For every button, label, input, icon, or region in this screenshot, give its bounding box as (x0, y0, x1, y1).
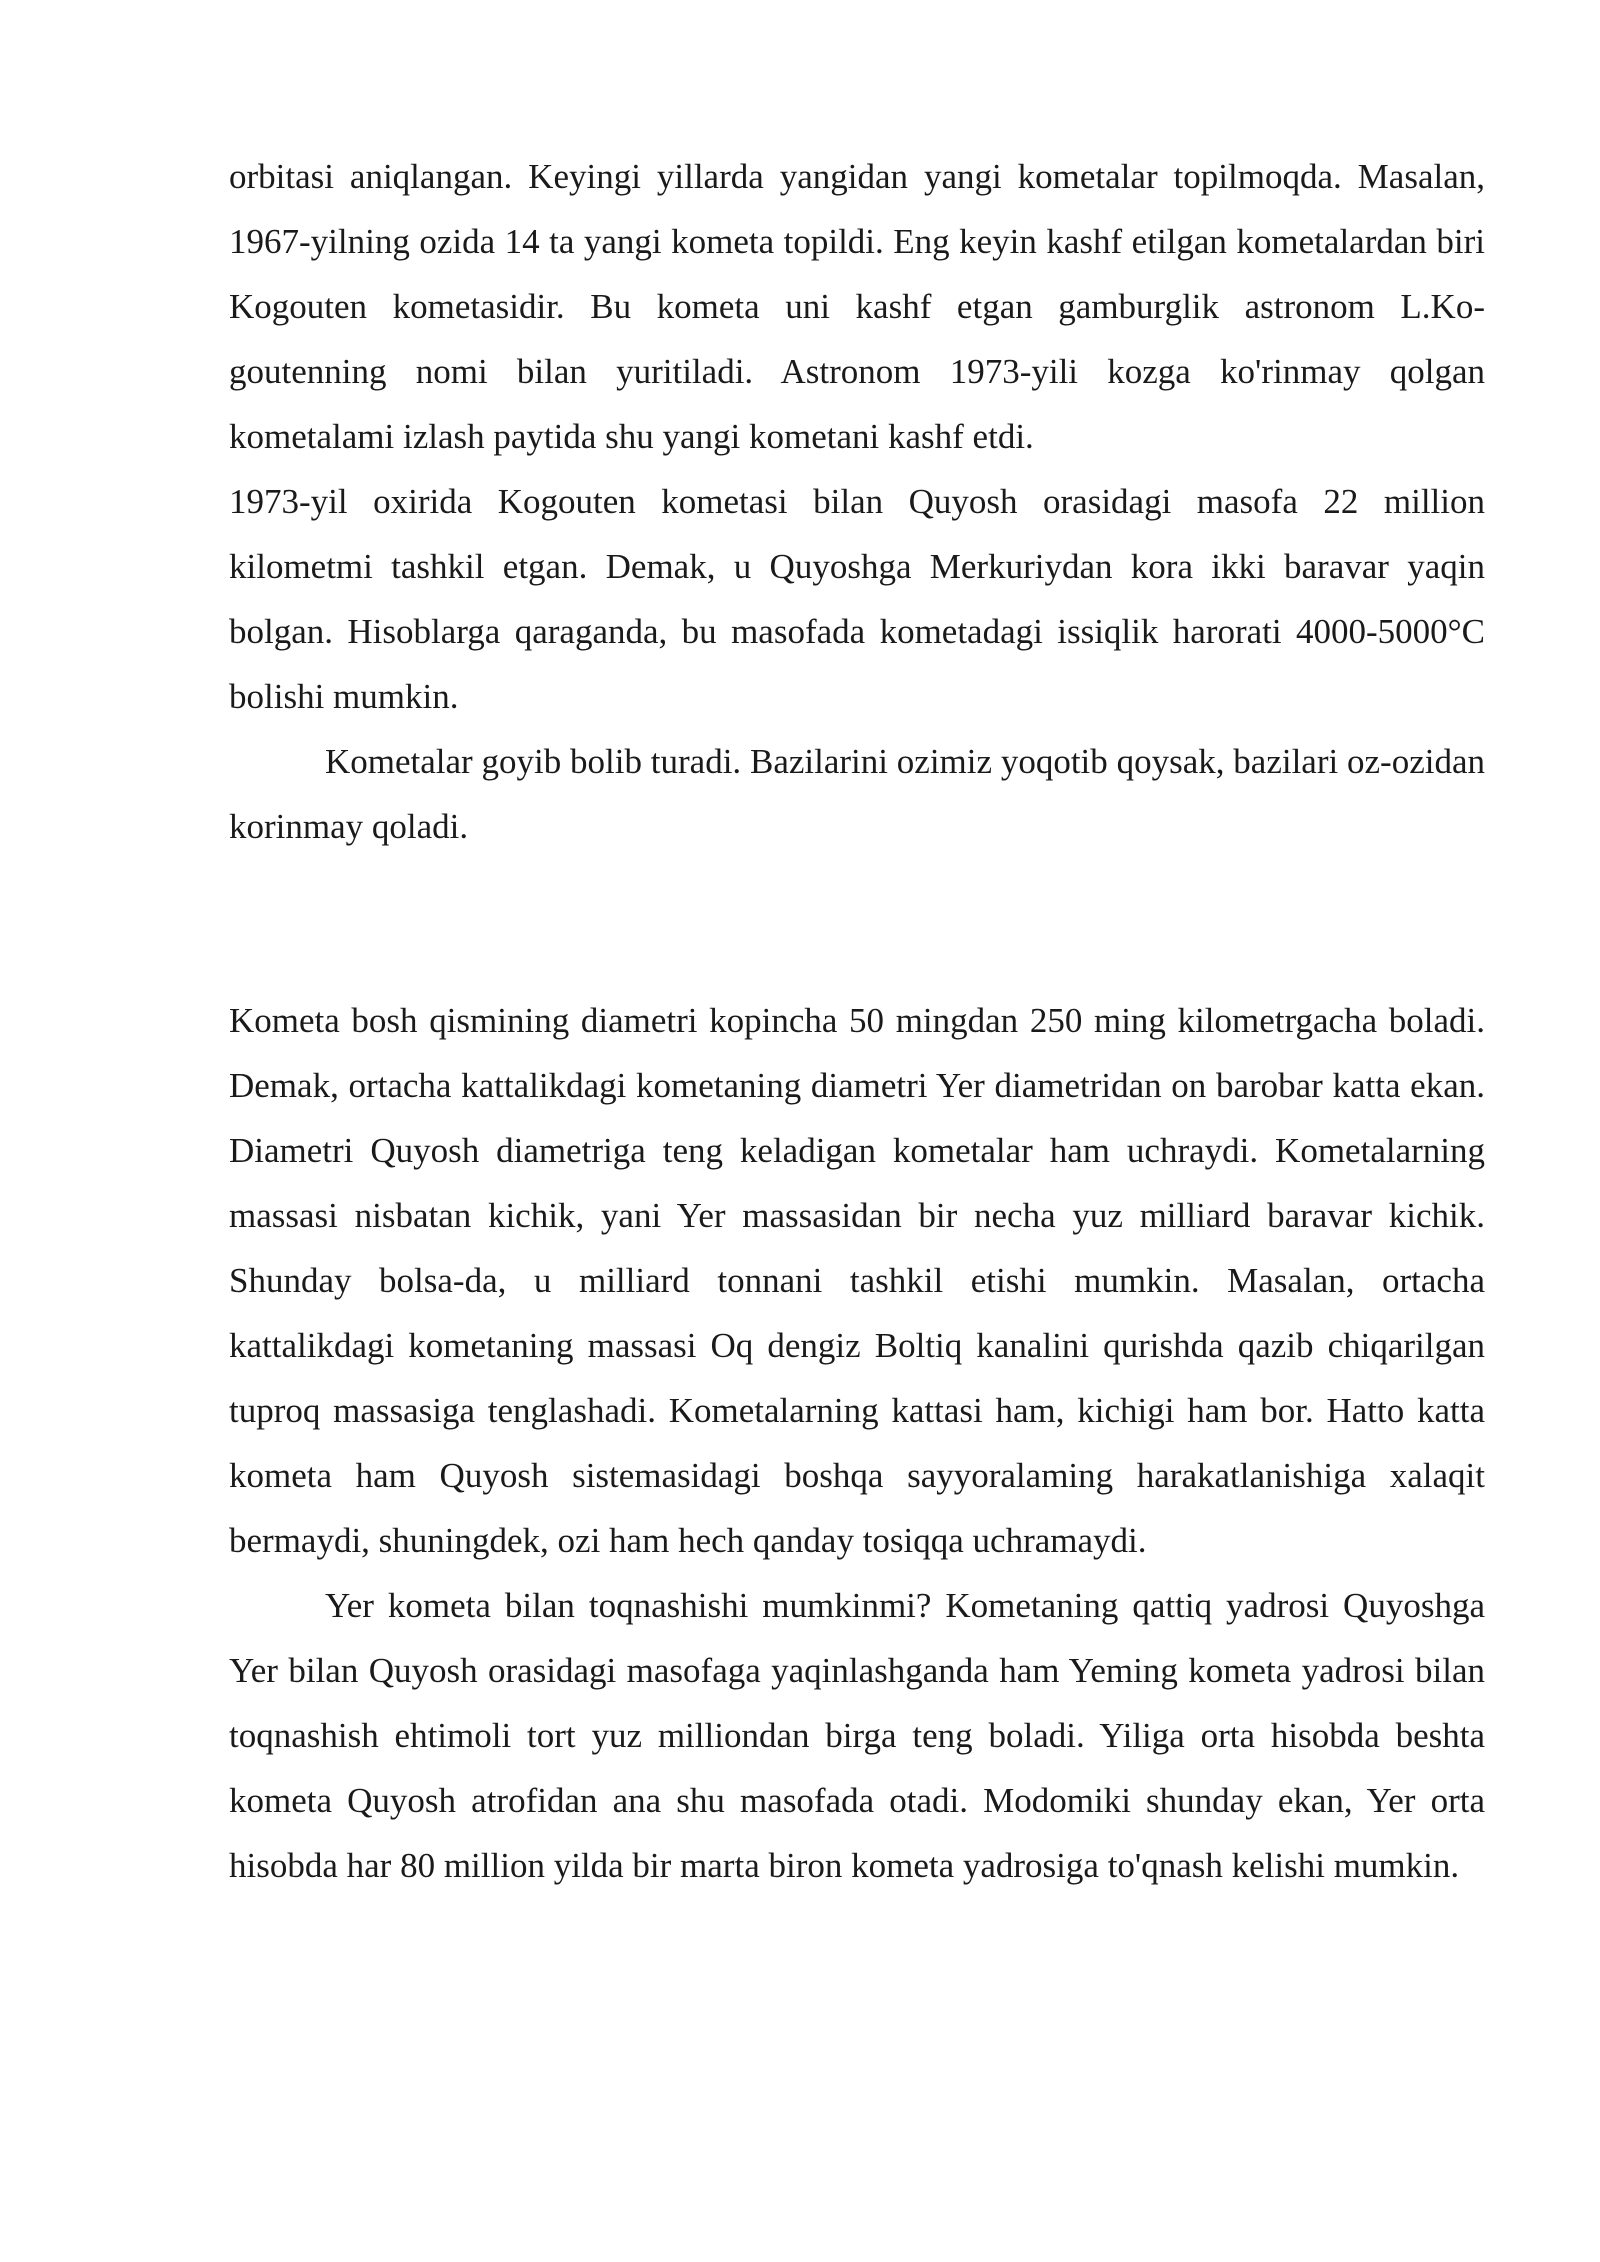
paragraph: Kometa bosh qismining diametri kopincha 50 mingdan 250 ming kilometrgacha boladi. Demak, ortacha kattalikdagi kometaning diametri Yer diametridan on barobar katta ekan. Diametri Quyosh diametriga teng keladigan kometalar ham uchraydi. Kometalarning massasi nisbatan kichik, yani Yer massasidan bir necha yuz milliard baravar kichik. Shunday bolsa-da, u milliard tonnani tashkil etishi mumkin. Masalan, ortacha kattalikdagi kometaning massasi Oq dengiz Boltiq kanalini qurishda qazib chiqarilgan tuproq massasiga tenglashadi. Kometalarning kattasi ham, kichigi ham bor. Hatto katta kometa ham Quyosh sistemasidagi boshqa sayyoralaming harakatlanishiga xalaqit bermaydi, shuningdek, ozi ham hech qanday tosiqqa uchramaydi. (229, 1001, 1485, 1560)
text-section-2 (229, 988, 1485, 1898)
text-section-1 (229, 144, 1485, 859)
paragraph: Yer kometa bilan toqnashishi mumkinmi? Kometaning qattiq yadrosi Quyoshga Yer bilan Quyosh orasidagi masofaga yaqinlashganda ham Yeming kometa yadrosi bilan toqnashish ehtimoli tort yuz milliondan birga teng boladi. Yiliga orta hisobda beshta kometa Quyosh atrofidan ana shu masofada otadi. Modomiki shunday ekan, Yer orta hisobda har 80 million yilda bir marta biron kometa yadrosiga to'qnash kelishi mumkin. (229, 1586, 1485, 1885)
paragraph: orbitasi aniqlangan. Keyingi yillarda yangidan yangi kometalar topilmoqda. Masalan, 1967-yilning ozida 14 ta yangi kometa topildi. Eng keyin kashf etilgan kometalardan biri Kogouten kometasidir. Bu kometa uni kashf etgan gamburglik astronom L.Ko- goutenning nomi bilan yuritiladi. Astronom 1973-yili kozga ko'rinmay qolgan kometalami izlash paytida shu yangi kometani kashf etdi. (229, 157, 1485, 456)
paragraph: Kometalar goyib bolib turadi. Bazilarini ozimiz yoqotib qoysak, bazilari oz-ozidan korinmay qoladi. (229, 742, 1485, 846)
paragraph: 1973-yil oxirida Kogouten kometasi bilan Quyosh orasidagi masofa 22 million kilometmi tashkil etgan. Demak, u Quyoshga Merkuriydan kora ikki baravar yaqin bolgan. Hisoblarga qaraganda, bu masofada kometadagi issiqlik harorati 4000-5000°C bolishi mumkin. (229, 482, 1485, 716)
